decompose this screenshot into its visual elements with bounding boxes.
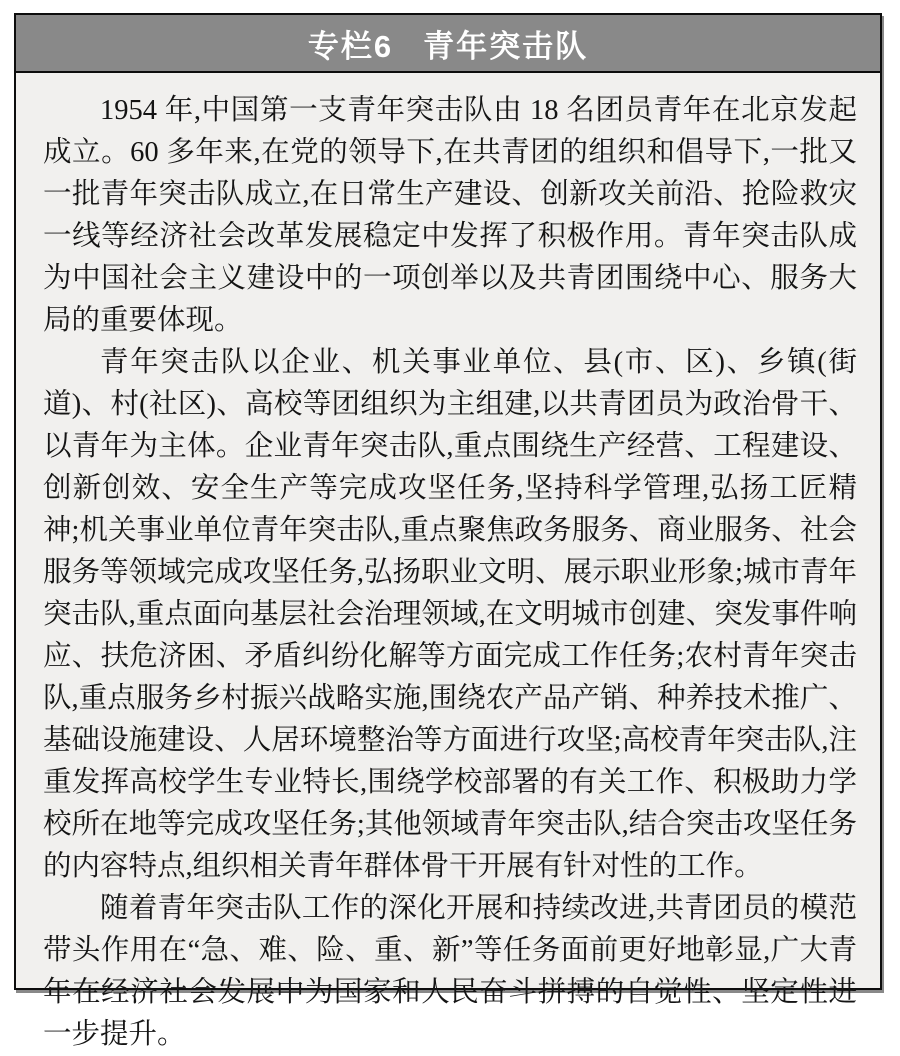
- panel-header-label: 专栏6: [307, 28, 394, 64]
- paragraph-history: 1954 年,中国第一支青年突击队由 18 名团员青年在北京发起成立。60 多年来,在党的领导下,在共青团的组织和倡导下,一批又一批青年突击队成立,在日常生产建设、创新攻关前沿、抢险救灾一线等经济社会改革发展稳定中发挥了积极作用。青年突击队成为中国社会主义建设中的一项创举以及共青团围绕中心、服务大局的重要体现。: [43, 95, 857, 336]
- panel-body: [16, 73, 880, 1056]
- panel-header-title: 青年突击队: [423, 28, 589, 64]
- column-6-panel: [14, 13, 882, 1050]
- paragraph-organization: 青年突击队以企业、机关事业单位、县(市、区)、乡镇(街道)、村(社区)、高校等团组织为主组建,以共青团员为政治骨干、以青年为主体。企业青年突击队,重点围绕生产经营、工程建设、创新创效、安全生产等完成攻坚任务,坚持科学管理,弘扬工匠精神;机关事业单位青年突击队,重点聚焦政务服务、商业服务、社会服务等领域完成攻坚任务,弘扬职业文明、展示职业形象;城市青年突击队,重点面向基层社会治理领域,在文明城市创建、突发事件响应、扶危济困、矛盾纠纷化解等方面完成工作任务;农村青年突击队,重点服务乡村振兴战略实施,围绕农产品产销、种养技术推广、基础设施建设、人居环境整治等方面进行攻坚;高校青年突击队,注重发挥高校学生专业特长,围绕学校部署的有关工作、积极助力学校所在地等完成攻坚任务;其他领域青年突击队,结合突击攻坚任务的内容特点,组织相关青年群体骨干开展有针对性的工作。: [43, 347, 857, 882]
- panel-header: [16, 15, 880, 73]
- paragraph-outlook: 随着青年突击队工作的深化开展和持续改进,共青团员的模范带头作用在“急、难、险、重、新”等任务面前更好地彰显,广大青年在经济社会发展中为国家和人民奋斗拼搏的自觉性、坚定性进一步提升。: [43, 893, 857, 1050]
